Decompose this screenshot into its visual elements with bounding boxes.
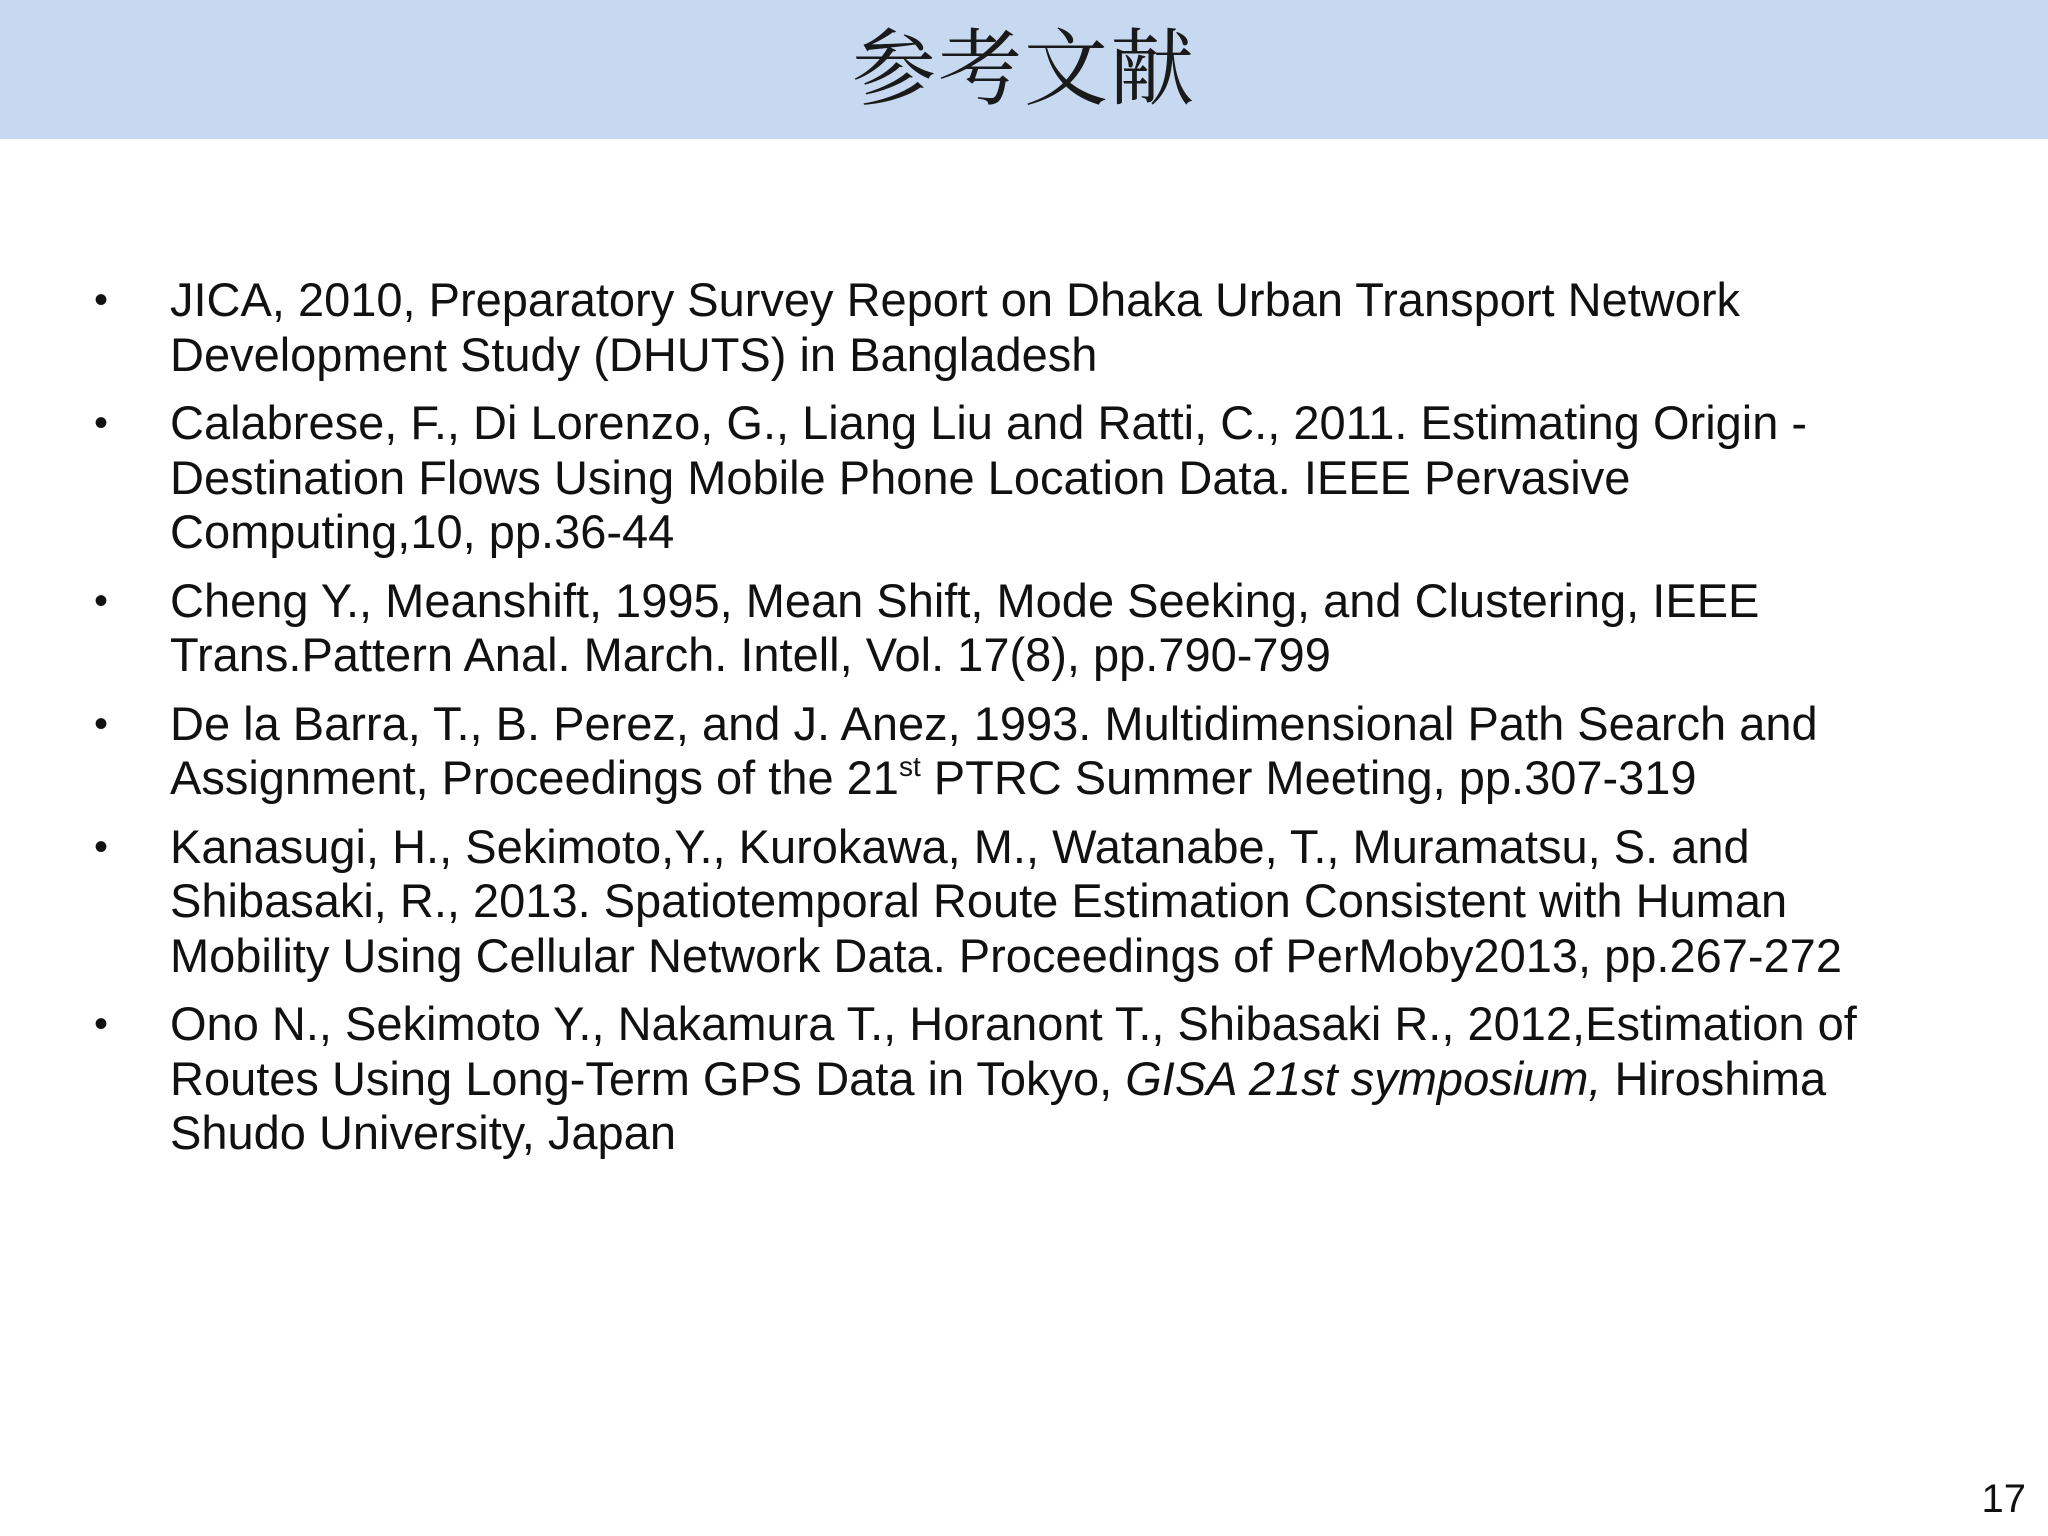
reference-item	[94, 573, 1930, 683]
reference-item	[94, 819, 1930, 984]
reference-list	[94, 273, 1930, 1175]
reference-superscript: st	[898, 751, 921, 782]
reference-text: De la Barra, T., B. Perez, and J. Anez, 1993. Multidimensional Path Search and Assignment, Proceedings of the 21	[170, 696, 1818, 804]
reference-text: Cheng Y., Meanshift, 1995, Mean Shift, Mode Seeking, and Clustering, IEEE Trans.Pattern Anal. March. Intell, Vol. 17(8), pp.790-799	[170, 573, 1760, 681]
reference-text: Calabrese, F., Di Lorenzo, G., Liang Liu and Ratti, C., 2011. Estimating Origin -Destination Flows Using Mobile Phone Location Data. IEEE Pervasive Computing,10, pp.36-44	[170, 396, 1808, 558]
reference-text: Kanasugi, H., Sekimoto,Y., Kurokawa, M., Watanabe, T., Muramatsu, S. and Shibasaki, R., 2013. Spatiotemporal Route Estimation Consistent with Human Mobility Using Cellular Network Data. Proceedings of PerMoby2013, pp.267-272	[170, 819, 1842, 982]
reference-text-continued: PTRC Summer Meeting, pp.307-319	[920, 751, 1697, 804]
bullet-icon: •	[94, 578, 109, 623]
reference-item	[94, 273, 1930, 382]
bullet-icon: •	[94, 1002, 109, 1046]
bullet-icon: •	[94, 401, 109, 445]
reference-item	[94, 696, 1930, 806]
reference-item	[94, 396, 1930, 560]
reference-item	[94, 997, 1930, 1161]
reference-text: JICA, 2010, Preparatory Survey Report on Dhaka Urban Transport Network Development Study (DHUTS) in Bangladesh	[170, 273, 1741, 381]
page-number: 17	[1981, 1477, 2026, 1521]
reference-text: Ono N., Sekimoto Y., Nakamura T., Horanont T., Shibasaki R., 2012,Estimation of Routes Using Long-Term GPS Data in Tokyo,	[170, 997, 1857, 1105]
bullet-icon: •	[94, 824, 109, 869]
slide-title: 参考文献	[851, 20, 1196, 118]
reference-text-continued: Hiroshima Shudo University, Japan	[170, 1051, 1827, 1159]
bullet-icon: •	[94, 701, 109, 746]
bullet-icon: •	[94, 278, 109, 322]
reference-italic-venue: GISA 21st symposium,	[1125, 1051, 1602, 1105]
